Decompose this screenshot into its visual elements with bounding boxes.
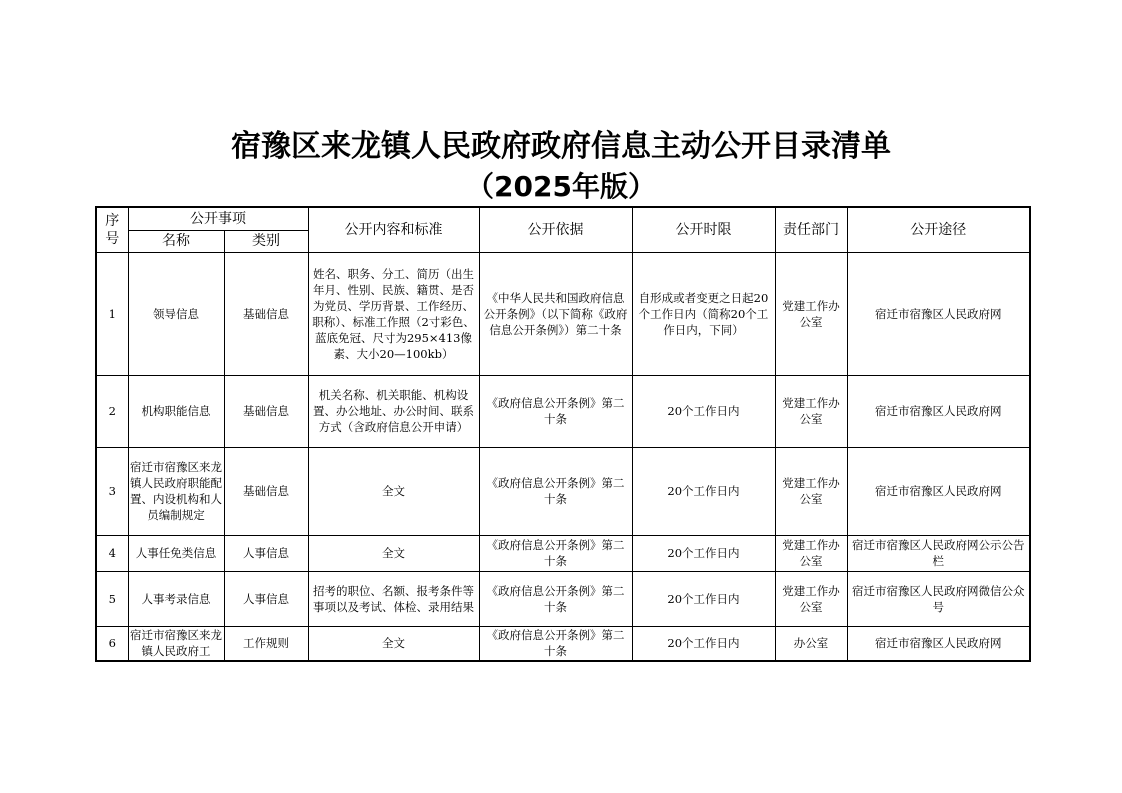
row-department: 办公室 [775, 626, 847, 661]
row-department: 党建工作办公室 [775, 447, 847, 535]
row-seq: 6 [96, 626, 128, 661]
row-content: 姓名、职务、分工、简历（出生年月、性别、民族、籍贯、是否为党员、学历背景、工作经历、职称）、标准工作照（2寸彩色、蓝底免冠、尺寸为295×413像素、大小20—100kb） [308, 252, 479, 375]
table-row [96, 447, 1030, 535]
table-row [96, 571, 1030, 626]
row-time-limit: 20个工作日内 [632, 375, 775, 447]
header-basis: 公开依据 [479, 207, 632, 252]
header-time-limit: 公开时限 [632, 207, 775, 252]
row-department: 党建工作办公室 [775, 252, 847, 375]
row-seq: 3 [96, 447, 128, 535]
row-content: 招考的职位、名额、报考条件等事项以及考试、体检、录用结果 [308, 571, 479, 626]
row-department: 党建工作办公室 [775, 571, 847, 626]
row-time-limit: 20个工作日内 [632, 626, 775, 661]
table-row [96, 252, 1030, 375]
header-row-1 [96, 207, 1030, 230]
disclosure-catalog-table [95, 206, 1031, 662]
header-content-standard: 公开内容和标准 [308, 207, 479, 252]
row-content: 全文 [308, 535, 479, 571]
row-seq: 4 [96, 535, 128, 571]
row-category: 人事信息 [224, 535, 308, 571]
row-channel: 宿迁市宿豫区人民政府网 [847, 375, 1030, 447]
row-category: 基础信息 [224, 375, 308, 447]
row-channel: 宿迁市宿豫区人民政府网 [847, 447, 1030, 535]
row-content: 机关名称、机关职能、机构设置、办公地址、办公时间、联系方式（含政府信息公开申请） [308, 375, 479, 447]
row-basis: 《政府信息公开条例》第二十条 [479, 626, 632, 661]
row-name: 领导信息 [128, 252, 224, 375]
document-title: 宿豫区来龙镇人民政府政府信息主动公开目录清单 [231, 129, 891, 164]
header-department: 责任部门 [775, 207, 847, 252]
row-content: 全文 [308, 626, 479, 661]
row-name: 宿迁市宿豫区来龙镇人民政府工 [128, 626, 224, 661]
header-category: 类别 [224, 230, 308, 252]
row-channel: 宿迁市宿豫区人民政府网 [847, 626, 1030, 661]
row-time-limit: 20个工作日内 [632, 447, 775, 535]
header-channel: 公开途径 [847, 207, 1030, 252]
row-category: 基础信息 [224, 252, 308, 375]
row-time-limit: 20个工作日内 [632, 535, 775, 571]
header-public-item: 公开事项 [128, 207, 308, 230]
row-basis: 《中华人民共和国政府信息公开条例》（以下简称《政府信息公开条例》）第二十条 [479, 252, 632, 375]
table-row [96, 535, 1030, 571]
row-basis: 《政府信息公开条例》第二十条 [479, 447, 632, 535]
row-name: 宿迁市宿豫区来龙镇人民政府职能配置、内设机构和人员编制规定 [128, 447, 224, 535]
row-seq: 1 [96, 252, 128, 375]
header-seq: 序号 [96, 207, 128, 252]
table-row [96, 626, 1030, 661]
row-basis: 《政府信息公开条例》第二十条 [479, 535, 632, 571]
row-channel: 宿迁市宿豫区人民政府网 [847, 252, 1030, 375]
row-name: 人事任免类信息 [128, 535, 224, 571]
row-name: 机构职能信息 [128, 375, 224, 447]
row-time-limit: 20个工作日内 [632, 571, 775, 626]
row-basis: 《政府信息公开条例》第二十条 [479, 375, 632, 447]
document-subtitle-year: （2025年版） [466, 170, 656, 203]
table-row [96, 375, 1030, 447]
row-department: 党建工作办公室 [775, 535, 847, 571]
row-seq: 2 [96, 375, 128, 447]
row-time-limit: 自形成或者变更之日起20个工作日内（简称20个工作日内，下同） [632, 252, 775, 375]
row-category: 人事信息 [224, 571, 308, 626]
header-name: 名称 [128, 230, 224, 252]
row-category: 工作规则 [224, 626, 308, 661]
row-department: 党建工作办公室 [775, 375, 847, 447]
row-content: 全文 [308, 447, 479, 535]
row-seq: 5 [96, 571, 128, 626]
row-channel: 宿迁市宿豫区人民政府网微信公众号 [847, 571, 1030, 626]
row-basis: 《政府信息公开条例》第二十条 [479, 571, 632, 626]
row-category: 基础信息 [224, 447, 308, 535]
row-channel: 宿迁市宿豫区人民政府网公示公告栏 [847, 535, 1030, 571]
row-name: 人事考录信息 [128, 571, 224, 626]
